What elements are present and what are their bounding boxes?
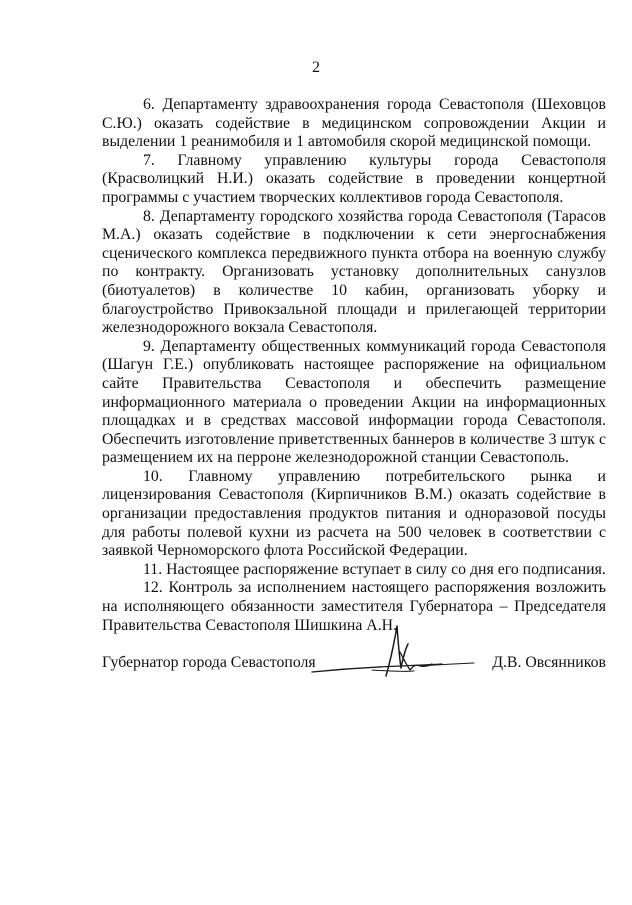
handwritten-signature: [302, 622, 482, 686]
signatory-name: Д.В. Овсянников: [492, 654, 606, 671]
signatory-title: Губернатор города Севастополя: [102, 654, 316, 671]
paragraph-8: 8. Департаменту городского хозяйства города Севастополя (Тарасов М.А.) оказать содействие в подключении к сети энергоснабжения сценического комплекса передвижного пункта отбора на военную службу по контракту. Организовать установку дополнительных санузлов (биотуалетов) в количестве 10 кабин, организовать уборку и благоустройство Привокзальной площади и прилегающей территории железнодорожного вокзала Севастополя.: [102, 207, 606, 337]
signature-block: [102, 622, 606, 686]
paragraph-7: 7. Главному управлению культуры города Севастополя (Красволицкий Н.И.) оказать содействие в проведении концертной программы с участием творческих коллективов города Севастополя.: [102, 151, 606, 206]
paragraph-9: 9. Департаменту общественных коммуникаций города Севастополя (Шагун Г.Е.) опубликовать настоящее распоряжение на официальном сайте Правительства Севастополя и обеспечить размещение информационного материала о проведении Акции на информационных площадках и в средствах массовой информации города Севастополя. Обеспечить изготовление приветственных баннеров в количестве 3 штук с размещением их на перроне железнодорожной станции Севастополь.: [102, 337, 606, 467]
paragraph-11: 11. Настоящее распоряжение вступает в силу со дня его подписания.: [143, 560, 606, 578]
paragraph-6: 6. Департаменту здравоохранения города Севастополя (Шеховцов С.Ю.) оказать содействие в медицинском сопровождении Акции и выделении 1 реанимобиля и 1 автомобиля скорой медицинской помощи.: [102, 96, 606, 151]
paragraph-10: 10. Главному управлению потребительского рынка и лицензирования Севастополя (Кирпичников В.М.) оказать содействие в организации предоставления продуктов питания и одноразовой посуды для работы полевой кухни из расчета на 500 человек в соответствии с заявкой Черноморского флота Российской Федерации.: [102, 467, 606, 560]
page-number: 2: [312, 59, 320, 76]
document-body: [102, 96, 606, 635]
paragraph-12: 12. Контроль за исполнением настоящего распоряжения возложить на исполняющего обязанности заместителя Губернатора – Председателя Правительства Севастополя Шишкина А.Н.: [102, 579, 606, 634]
